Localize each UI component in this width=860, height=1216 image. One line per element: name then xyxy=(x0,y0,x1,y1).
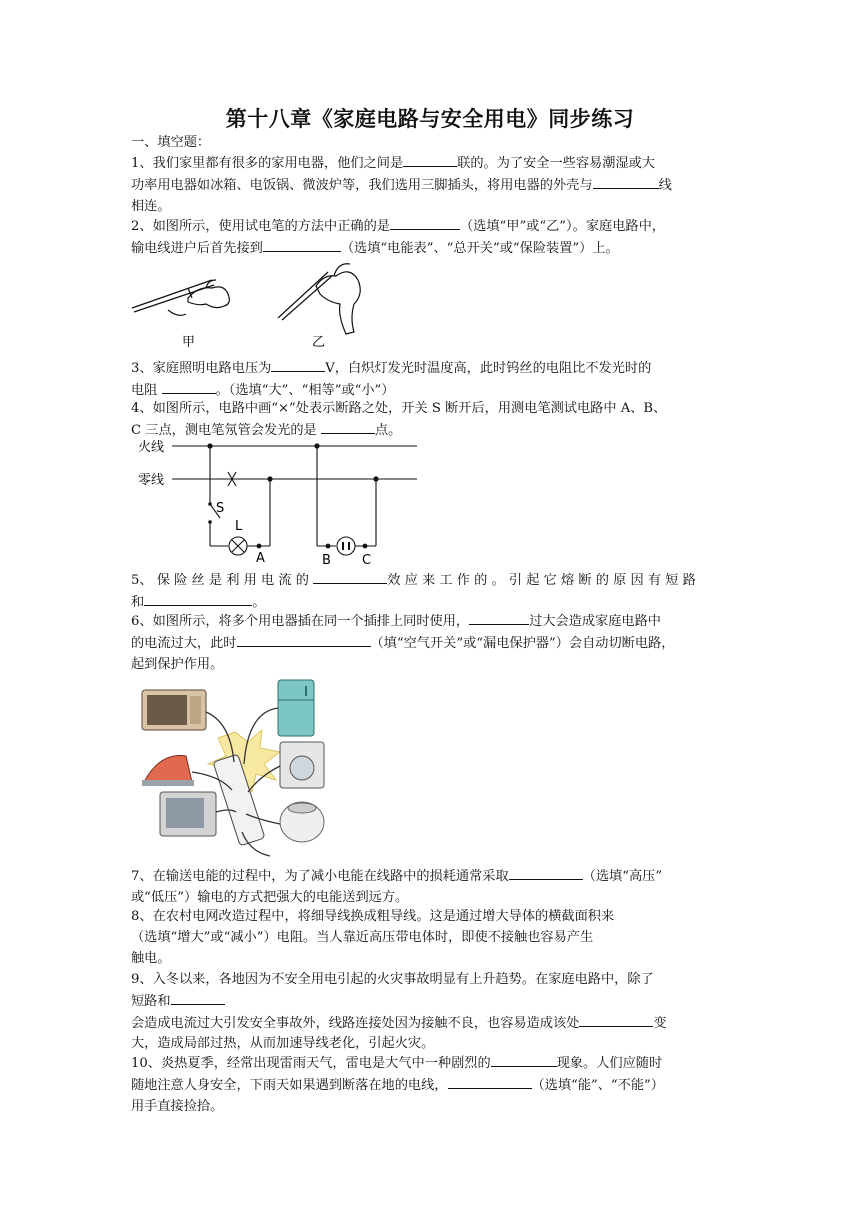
q1-blank-2[interactable] xyxy=(593,175,659,189)
q10-blank-2[interactable] xyxy=(448,1075,532,1089)
microwave-icon xyxy=(142,690,206,730)
q7-blank-1[interactable] xyxy=(509,866,583,880)
rice-cooker-icon xyxy=(280,802,324,842)
q10-blank-1[interactable] xyxy=(491,1053,557,1067)
point-c-label: C xyxy=(362,553,372,568)
q6-blank-1[interactable] xyxy=(469,611,529,625)
q2-blank-1[interactable] xyxy=(390,216,460,230)
switch-label: S xyxy=(216,501,225,516)
washing-machine-icon xyxy=(280,742,324,788)
question-3: 3、家庭照明电路电压为 V，白炽灯发光时温度高，此时钨丝的电阻比不发光时的 电阻 。（选填“大”、“相等”或“小”） xyxy=(131,358,731,402)
fire-wire-label: 火线 xyxy=(138,440,165,455)
television-icon xyxy=(160,792,216,836)
test-pen-right-image xyxy=(278,264,360,334)
q5-blank-2[interactable] xyxy=(144,592,252,606)
q5-blank-1[interactable] xyxy=(313,570,387,584)
question-2: 2、如图所示，使用试电笔的方法中正确的是 （选填“甲”或“乙”）。家庭电路中， 输电线进户后首先接到 （选填“电能表”、“总开关”或“保险装置”）上。 xyxy=(131,216,731,260)
q4-blank-1[interactable] xyxy=(321,420,375,434)
section-heading: 一、填空题： xyxy=(131,135,211,150)
q3-blank-2[interactable] xyxy=(162,380,216,394)
q2-blank-2[interactable] xyxy=(263,238,341,252)
figure-label-right: 乙 xyxy=(312,335,326,350)
point-a-label: A xyxy=(256,551,265,566)
test-pen-left-image xyxy=(132,280,229,315)
neutral-wire-label: 零线 xyxy=(138,473,165,488)
question-4: 4、如图所示，电路中画“×”处表示断路之处，开关 S 断开后，用测电笔测试电路中 A、B、 C 三点，测电笔氖管会发光的是 点。 xyxy=(131,401,667,438)
page-title: 第十八章《家庭电路与安全用电》同步练习 xyxy=(225,106,635,131)
appliance-symbol xyxy=(337,537,355,555)
q3-blank-1[interactable] xyxy=(271,358,325,372)
question-1: 1、我们家里都有很多的家用电器，他们之间是 联的。为了安全一些容易潮湿或大 功率用电器如冰箱、电饭锅、微波炉等，我们选用三脚插头，将用电器的外壳与 线 相连。 xyxy=(131,153,731,217)
q1-blank-1[interactable] xyxy=(403,153,457,167)
q1-text: 1、我们家里都有很多的家用电器，他们之间是 xyxy=(131,156,404,171)
question-7: 7、在输送电能的过程中，为了减小电能在线路中的损耗通常采取 （选填“高压” 或“低压”）输电的方式把强大的电能送到远方。 xyxy=(131,866,731,909)
q9-blank-1[interactable] xyxy=(171,991,225,1005)
q6-blank-2[interactable] xyxy=(237,633,371,647)
lamp-label: L xyxy=(235,519,243,534)
overload-illustration xyxy=(130,672,340,858)
question-8: 8、在农村电网改造过程中，将细导线换成粗导线。这是通过增大导体的横截面积来 （选填“增大”或“减小”）电阻。当人靠近高压带电体时，即使不接触也容易产生 触电。 xyxy=(131,909,615,966)
question-5: 5、 保 险 丝 是 利 用 电 流 的 效 应 来 工 作 的 。 引 起 它 熔 断 的 原 因 有 短 路 和 。 xyxy=(131,570,731,614)
circuit-diagram xyxy=(132,434,422,570)
test-pen-figure xyxy=(128,258,378,350)
point-b-label: B xyxy=(322,553,331,568)
figure-label-left: 甲 xyxy=(182,335,196,350)
iron-icon xyxy=(142,756,194,786)
question-10: 10、炎热夏季，经常出现雷雨天气，雷电是大气中一种剧烈的 现象。人们应随时 随地注意人身安全，下雨天如果遇到断落在地的电线， （选填“能”、“不能”） 用手直接捡拾。 xyxy=(131,1053,731,1117)
refrigerator-icon xyxy=(278,680,314,736)
q9-blank-2[interactable] xyxy=(579,1013,653,1027)
question-6: 6、如图所示，将多个用电器插在同一个插排上同时使用， 过大会造成家庭电路中 的电流过大，此时 （填“空气开关”或“漏电保护器”）会自动切断电路， 起到保护作用。 xyxy=(131,611,731,675)
question-9: 9、入冬以来，各地因为不安全用电引起的火灾事故明显有上升趋势。在家庭电路中，除了 短路和 会造成电流过大引发安全事故外，线路连接处因为接触不良，也容易造成该处 变 大，造成局部过热，从而加速导线老化，引起火灾。 xyxy=(131,972,667,1052)
